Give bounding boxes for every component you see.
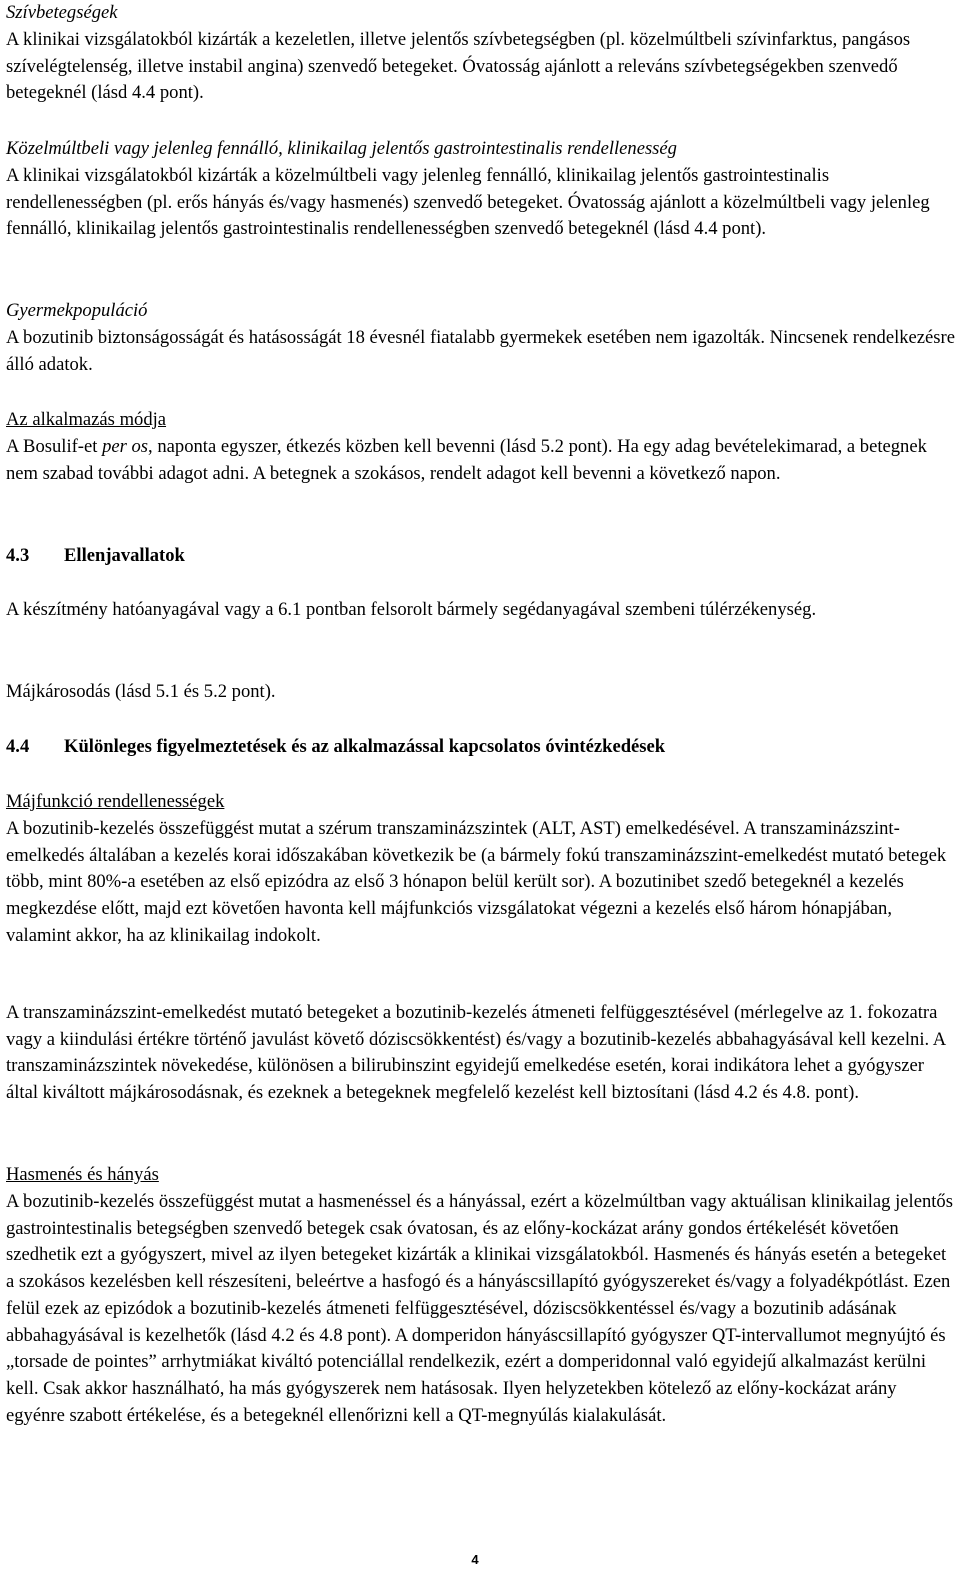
diarrhea-heading: Hasmenés és hányás (6, 1164, 159, 1185)
section-4-3-number: 4.3 (6, 545, 30, 566)
page-number: 4 (471, 1552, 479, 1567)
pediatric-body: A bozutinib biztonságosságát és hatásosságát 18 évesnél fiatalabb gyermekek esetében nem igazolták. Nincsenek rendelkezésre álló adatok. (6, 327, 955, 375)
section-4-3-title: Ellenjavallatok (64, 545, 185, 566)
section-4-4-title: Különleges figyelmeztetések és az alkalmazással kapcsolatos óvintézkedések (64, 736, 666, 757)
heart-heading: Szívbetegségek (6, 2, 118, 23)
diarrhea-body: A bozutinib-kezelés összefüggést mutat a hasmenéssel és a hányással, ezért a közelmúltban vagy aktuálisan klinikailag jelentős gastrointestinalis betegségben szenvedő betegek csak óvatosan, és az előny-kockázat arány gondos értékelését követően szedhetik ezt a gyógyszert, mivel az ilyen betegeket kizárták a klinikai vizsgálatokból. Hasmenés és hányás esetén a betegeket a szokásos kezelésben kell részesíteni, beleértve a hasfogó és a hányáscsillapító gyógyszereket és/vagy a folyadékpótlást. Ezen felül ezek az epizódok a bozutinib-kezelés átmeneti felfüggesztésével, dóziscsökkentéssel és/vagy a bozutinib adásának abbahagyásával is kezelhetők (lásd 4.2 és 4.8 pont). A domperidon hányáscsillapító gyógyszer QT-intervallumot megnyújtó és „torsade de pointes” arrhytmiákat kiváltó potenciállal rendelkezik, ezért a domperidonnal való egyidejű alkalmazást kerülni kell. Csak akkor használható, ha más gyógyszerek nem hatásosak. Ilyen helyzetekben kötelező az előny-kockázat arány egyénre szabott értékelése, és a betegeknél ellenőrizni kell a QT-megnyúlás kialakulását. (6, 1191, 953, 1426)
liver-para-1: A bozutinib-kezelés összefüggést mutat a szérum transzaminázszintek (ALT, AST) emelkedésével. A transzaminázszint-emelkedés általában a kezelés korai időszakában következik be (a bármely fokú transzaminázszint-emelkedést mutató betegek több, mint 80%-a esetében az első epizódra az első 3 hónapon belül került sor). A bozutinibet szedő betegeknél a kezelés megkezdése előtt, majd ezt követően havonta kell májfunkciós vizsgálatokat végezni a kezelés első három hónapjában, valamint akkor, ha az klinikailag indokolt. (6, 818, 947, 946)
admin-heading: Az alkalmazás módja (6, 409, 167, 430)
contraindication-para-2: Májkárosodás (lásd 5.1 és 5.2 pont). (6, 681, 276, 702)
admin-body (6, 434, 956, 487)
section-4-4-heading (6, 734, 956, 761)
gi-heading: Közelmúltbeli vagy jelenleg fennálló, klinikailag jelentős gastrointestinalis rendellenesség (6, 138, 677, 159)
admin-body-italic: per os (102, 436, 149, 457)
pediatric-heading: Gyermekpopuláció (6, 300, 148, 321)
section-4-4-number: 4.4 (6, 736, 30, 757)
liver-para-2: A transzaminázszint-emelkedést mutató betegeket a bozutinib-kezelés átmeneti felfüggesztésével (mérlegelve az 1. fokozatra vagy a kiindulási értékre történő javulást követő dóziscsökkentést) és/vagy a bozutinib-kezelés abbahagyásával kell kezelni. A transzaminázszintek növekedése, különösen a bilirubinszint egyidejű emelkedése esetén, korai indikátora lehet a gyógyszer által kiváltott májkárosodásnak, és ezeknek a betegeknek megfelelő kezelést kell biztosítani (lásd 4.2 és 4.8. pont). (6, 1002, 946, 1104)
liver-heading: Májfunkció rendellenességek (6, 791, 225, 812)
gi-body: A klinikai vizsgálatokból kizárták a közelmúltbeli vagy jelenleg fennálló, klinikailag jelentős gastrointestinalis rendellenességben (pl. erős hányás és/vagy hasmenés) szenvedő betegeket. Óvatosság ajánlott a közelmúltbeli vagy jelenleg fennálló, klinikailag jelentős gastrointestinalis rendellenességben szenvedő betegeknél (lásd 4.4 pont). (6, 165, 930, 240)
admin-body-after: , naponta egyszer, étkezés közben kell bevenni (lásd 5.2 pont). Ha egy adag bevételekimarad, a betegnek nem szabad további adagot adni. A betegnek a szokásos, rendelt adagot kell bevenni a következő napon. (6, 436, 927, 484)
section-4-3-heading (6, 543, 956, 570)
admin-body-before: A Bosulif-et (6, 436, 103, 457)
heart-body: A klinikai vizsgálatokból kizárták a kezeletlen, illetve jelentős szívbetegségben (pl. közelmúltbeli szívinfarktus, pangásos szívelégtelenség, illetve instabil angina) szenvedő betegeket. Óvatosság ajánlott a releváns szívbetegségekben szenvedő betegeknél (lásd 4.4 pont). (6, 29, 911, 104)
contraindication-para-1: A készítmény hatóanyagával vagy a 6.1 pontban felsorolt bármely segédanyagával szembeni túlérzékenység. (6, 599, 817, 620)
